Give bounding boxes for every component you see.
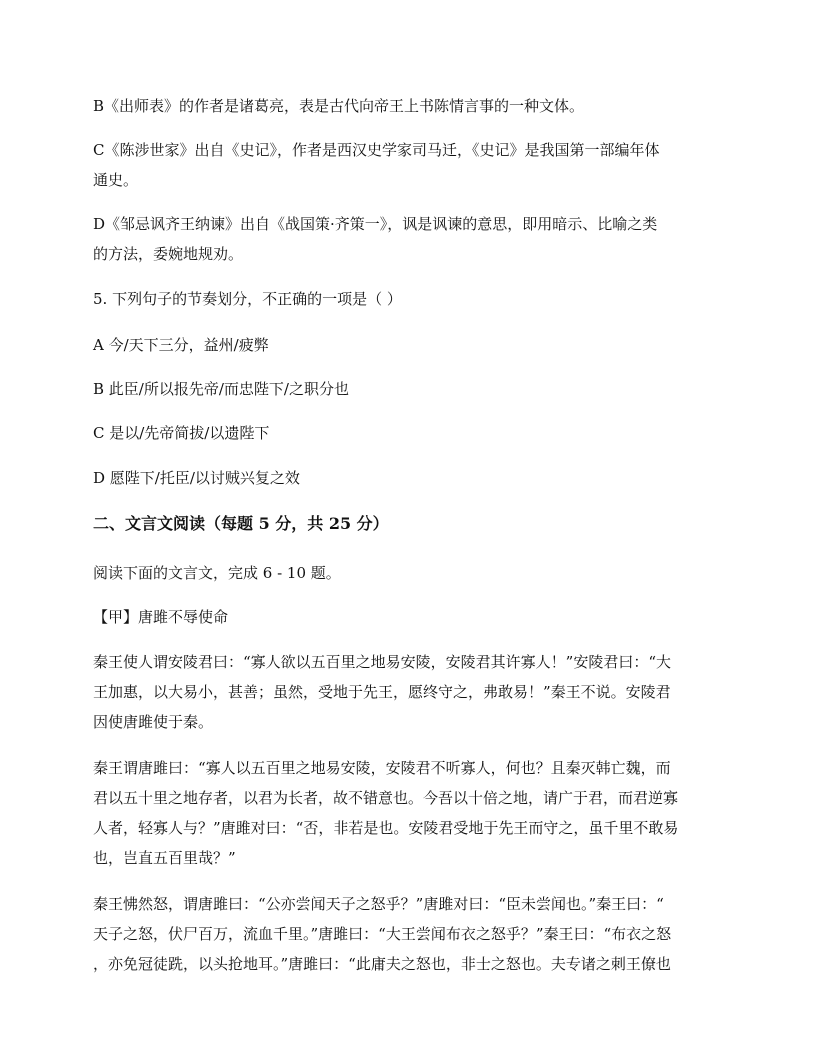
option-4c-line-1: C《陈涉世家》出自《史记》，作者是西汉史学家司马迁，《史记》是我国第一部编年体 <box>93 141 660 159</box>
section-2-title: 二、文言文阅读（每题 5 分，共 25 分） <box>93 514 389 533</box>
option-4b: B《出师表》的作者是诸葛亮，表是古代向帝王上书陈情言事的一种文体。 <box>93 97 585 115</box>
passage-p1-line-2: 王加惠，以大易小，甚善；虽然，受地于先王，愿终守之，弗敢易！”秦王不说。安陵君 <box>93 683 671 701</box>
passage-p1-line-3: 因使唐雎使于秦。 <box>93 713 214 731</box>
passage-p2-line-2: 君以五十里之地存者，以君为长者，故不错意也。今吾以十倍之地，请广于君，而君逆寡 <box>93 789 679 807</box>
option-4d-line-1: D《邹忌讽齐王纳谏》出自《战国策·齐策一》，讽是讽谏的意思，即用暗示、比喻之类 <box>93 215 658 233</box>
passage-p1-line-1: 秦王使人谓安陵君曰：“寡人欲以五百里之地易安陵，安陵君其许寡人！”安陵君曰：“大 <box>93 653 672 671</box>
section-2-instruction: 阅读下面的文言文，完成 6 - 10 题。 <box>93 564 341 582</box>
passage-p2-line-1: 秦王谓唐雎曰：“寡人以五百里之地易安陵，安陵君不听寡人，何也？且秦灭韩亡魏，而 <box>93 759 671 777</box>
question-5-option-c: C 是以/先帝简拔/以遗陛下 <box>93 424 270 442</box>
question-5-option-a: A 今/天下三分，益州/疲弊 <box>93 336 269 354</box>
question-5-option-d: D 愿陛下/托臣/以讨贼兴复之效 <box>93 469 300 487</box>
passage-p3-line-1: 秦王怫然怒，谓唐雎曰：“公亦尝闻天子之怒乎？”唐雎对曰：“臣未尝闻也。”秦王曰：“ <box>93 895 664 913</box>
question-5-stem: 5. 下列句子的节奏划分，不正确的一项是（ ） <box>93 290 402 308</box>
passage-p2-line-4: 也，岂直五百里哉？” <box>93 849 236 867</box>
question-5-option-b: B 此臣/所以报先帝/而忠陛下/之职分也 <box>93 380 349 398</box>
passage-title: 【甲】唐雎不辱使命 <box>93 608 229 626</box>
option-4d-line-2: 的方法，委婉地规劝。 <box>93 245 244 263</box>
option-4c-line-2: 通史。 <box>93 171 139 189</box>
passage-p2-line-3: 人者，轻寡人与？”唐雎对曰：“否，非若是也。安陵君受地于先王而守之，虽千里不敢易 <box>93 819 679 837</box>
passage-p3-line-3: ，亦免冠徒跣，以头抢地耳。”唐雎曰：“此庸夫之怒也，非士之怒也。夫专诸之刺王僚也 <box>93 955 671 973</box>
passage-p3-line-2: 天子之怒，伏尸百万，流血千里。”唐雎曰：“大王尝闻布衣之怒乎？”秦王曰：“布衣之怒 <box>93 925 672 943</box>
